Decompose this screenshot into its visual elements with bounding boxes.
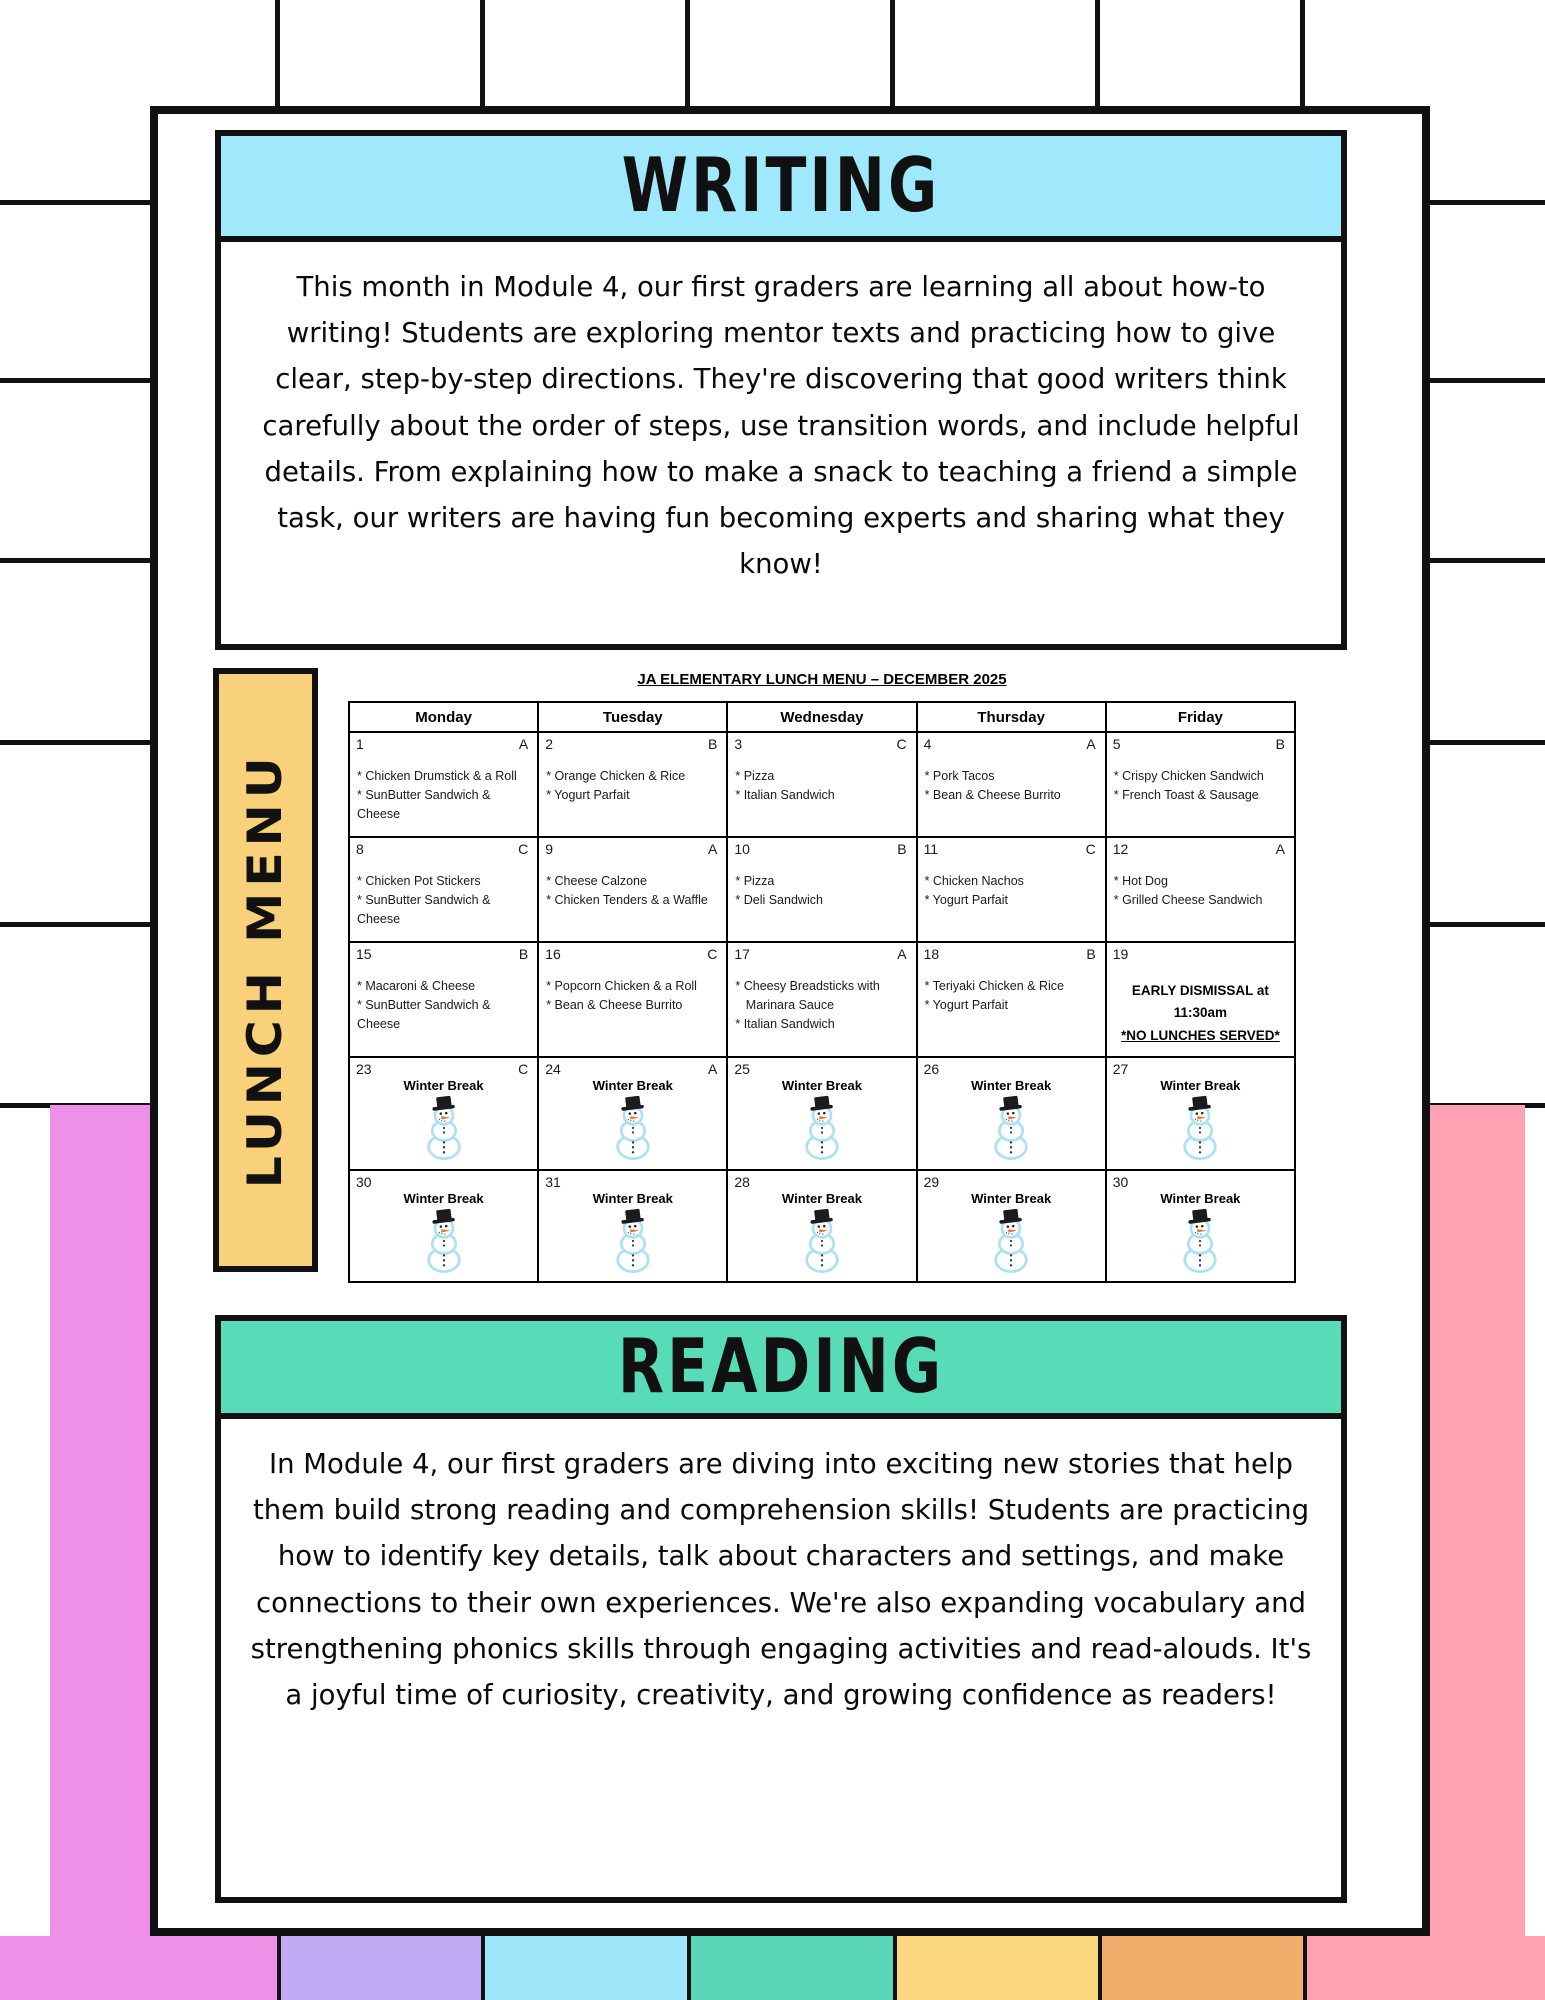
menu-item: * Orange Chicken & Rice: [546, 769, 686, 783]
menu-item: * Crispy Chicken Sandwich: [1113, 769, 1264, 783]
menu-item: Marinara Sauce: [735, 997, 835, 1012]
calendar-day-cell: [917, 1057, 1106, 1170]
winter-break-label: Winter Break: [971, 1191, 1052, 1206]
snowman-image: [984, 1095, 1038, 1161]
day-cell-header: [728, 838, 915, 857]
day-cell-header: [350, 1058, 537, 1077]
calendar-day-cell: [538, 837, 727, 942]
bottom-tile: [481, 1936, 687, 2000]
grid-line: [1428, 558, 1545, 563]
menu-items: [728, 752, 915, 805]
day-cell-header: [1107, 1171, 1294, 1190]
menu-items: [539, 752, 726, 805]
day-number: 2: [545, 736, 553, 752]
day-number: 29: [923, 1174, 940, 1190]
menu-rotation-letter: C: [518, 841, 529, 857]
calendar-header-wednesday: Wednesday: [727, 702, 916, 732]
calendar-day-cell: [727, 1057, 916, 1170]
calendar-week-row: [349, 942, 1295, 1057]
grid-line: [1428, 740, 1545, 745]
menu-item: * Chicken Tenders & a Waffle: [546, 892, 708, 907]
menu-items: [539, 962, 726, 1015]
day-cell-header: [728, 1058, 915, 1077]
calendar-day-cell: [727, 1170, 916, 1282]
day-number: 23: [356, 1061, 372, 1077]
grid-line: [480, 0, 485, 110]
calendar-week-row: [349, 732, 1295, 837]
day-number: 4: [923, 736, 932, 752]
day-cell-header: [350, 943, 537, 962]
calendar-day-cell: [538, 1057, 727, 1170]
menu-rotation-letter: B: [1086, 946, 1096, 962]
bottom-tile: [277, 1936, 481, 2000]
day-number: 5: [1112, 736, 1121, 752]
calendar-day-cell: [1106, 1170, 1295, 1282]
winter-break-label: Winter Break: [971, 1078, 1052, 1093]
early-dismissal-notice: [1107, 980, 1294, 1047]
menu-item: * Chicken Nachos: [924, 874, 1024, 888]
calendar-day-cell: [349, 1170, 538, 1282]
menu-items: [350, 857, 537, 928]
day-cell-header: [539, 943, 726, 962]
reading-paragraph: In Module 4, our first graders are diving into exciting new stories that help them build strong reading and comprehension skills! Students are practicing how to identify key details, talk about characters and settings, and make connections to their own experiences. We're also expanding vocabulary and strengthening phonics skills through engaging activities and read-alouds. It's a joyful time of curiosity, creativity, and growing confidence as readers!: [250, 1448, 1312, 1711]
day-number: 28: [734, 1174, 750, 1190]
grid-line: [0, 740, 150, 745]
bottom-tile: [893, 1936, 1098, 2000]
lunch-menu-label-text: LUNCH MENU: [237, 751, 294, 1189]
day-cell-header: [918, 733, 1105, 752]
day-cell-header: [918, 943, 1105, 962]
calendar-header-tuesday: Tuesday: [538, 702, 727, 732]
day-cell-header: [539, 1058, 726, 1077]
menu-item: * Yogurt Parfait: [924, 997, 1008, 1012]
grid-line: [0, 922, 150, 927]
snowman-image: [1173, 1095, 1227, 1161]
menu-item: * Pizza: [735, 874, 775, 888]
winter-break-label: Winter Break: [781, 1078, 862, 1093]
menu-item: * Cheesy Breadsticks with: [735, 979, 880, 993]
bottom-tile: [0, 1936, 277, 2000]
calendar-day-cell: [1106, 1057, 1295, 1170]
menu-item: * Hot Dog: [1113, 874, 1168, 888]
day-number: 9: [545, 841, 553, 857]
writing-section: [215, 130, 1347, 650]
snowman-image: [984, 1208, 1038, 1274]
calendar-day-cell: [917, 837, 1106, 942]
snowman-image: [417, 1208, 471, 1274]
day-number: 16: [545, 946, 561, 962]
right-accent-stripe: [1428, 1105, 1525, 2000]
menu-item: * Cheese Calzone: [546, 874, 647, 888]
menu-items: [918, 962, 1105, 1015]
menu-item: * Yogurt Parfait: [546, 787, 630, 802]
menu-rotation-letter: A: [708, 1061, 718, 1077]
winter-break-label: Winter Break: [1160, 1078, 1241, 1093]
day-cell-header: [1107, 1058, 1294, 1077]
menu-item: * Deli Sandwich: [735, 892, 823, 907]
menu-item: * Macaroni & Cheese: [357, 979, 476, 993]
winter-break-label: Winter Break: [592, 1191, 673, 1206]
menu-items: [350, 962, 537, 1033]
calendar-week-row: [349, 837, 1295, 942]
menu-item: * SunButter Sandwich & Cheese: [357, 892, 494, 926]
day-cell-header: [350, 838, 537, 857]
winter-break-label: Winter Break: [781, 1191, 862, 1206]
calendar-day-cell: [727, 837, 916, 942]
day-number: 24: [545, 1061, 561, 1077]
menu-rotation-letter: C: [518, 1061, 529, 1077]
day-cell-header: [918, 1171, 1105, 1190]
day-cell-header: [1107, 838, 1294, 857]
lunch-menu-side-label: [213, 668, 318, 1272]
menu-item: * Yogurt Parfait: [924, 892, 1008, 907]
bottom-tile: [1098, 1936, 1303, 2000]
day-number: 10: [734, 841, 750, 857]
winter-break-label: Winter Break: [403, 1191, 484, 1206]
menu-item: * Bean & Cheese Burrito: [924, 787, 1061, 802]
writing-paragraph: This month in Module 4, our first graders are learning all about how-to writing! Students are exploring mentor texts and practicing how to give clear, step-by-step directions. They're discovering that good writers think carefully about the order of steps, use transition words, and include helpful details. From explaining how to make a snack to teaching a friend a simple task, our writers are having fun becoming experts and sharing what they know!: [262, 271, 1300, 581]
grid-line: [1428, 922, 1545, 927]
calendar-header-monday: Monday: [349, 702, 538, 732]
calendar-day-cell: [1106, 732, 1295, 837]
calendar-day-cell: [1106, 837, 1295, 942]
menu-item: * Italian Sandwich: [735, 787, 835, 802]
day-cell-header: [539, 1171, 726, 1190]
day-cell-header: [539, 733, 726, 752]
grid-line: [1300, 0, 1305, 110]
menu-rotation-letter: A: [897, 946, 907, 962]
day-cell-header: [728, 943, 915, 962]
calendar-header-thursday: Thursday: [917, 702, 1106, 732]
day-number: 25: [734, 1061, 750, 1077]
calendar-week-row: [349, 1170, 1295, 1282]
menu-item: * French Toast & Sausage: [1113, 787, 1259, 802]
day-number: 11: [923, 841, 939, 857]
menu-rotation-letter: A: [708, 841, 718, 857]
day-cell-header: [350, 1171, 537, 1190]
snowman-image: [606, 1208, 660, 1274]
calendar-day-cell: [349, 1057, 538, 1170]
calendar-day-cell: [349, 732, 538, 837]
grid-line: [1095, 0, 1100, 110]
left-accent-stripe: [50, 1105, 150, 2000]
day-number: 12: [1112, 841, 1129, 857]
menu-rotation-letter: A: [1086, 736, 1096, 752]
calendar-title: JA ELEMENTARY LUNCH MENU – DECEMBER 2025: [637, 671, 1007, 688]
snowman-image: [795, 1208, 849, 1274]
menu-items: [539, 857, 726, 910]
menu-item: * Pizza: [735, 769, 775, 783]
day-number: 8: [356, 841, 364, 857]
notice-line: EARLY DISMISSAL at 11:30am: [1131, 983, 1269, 1021]
day-cell-header: [918, 838, 1105, 857]
calendar-day-cell: [349, 942, 538, 1057]
calendar-day-cell: [917, 1170, 1106, 1282]
menu-rotation-letter: B: [897, 841, 907, 857]
winter-break-label: Winter Break: [592, 1078, 673, 1093]
grid-line: [0, 378, 150, 383]
menu-rotation-letter: C: [1085, 841, 1096, 857]
calendar-day-cell: [538, 942, 727, 1057]
menu-rotation-letter: A: [518, 736, 529, 752]
day-number: 27: [1112, 1061, 1129, 1077]
calendar-day-cell: [727, 732, 916, 837]
snowman-image: [1173, 1208, 1227, 1274]
reading-title: READING: [617, 1323, 945, 1411]
bottom-tile: [687, 1936, 893, 2000]
menu-rotation-letter: B: [1275, 736, 1285, 752]
day-number: 15: [356, 946, 372, 962]
menu-rotation-letter: A: [1275, 841, 1285, 857]
menu-item: * Bean & Cheese Burrito: [546, 997, 683, 1012]
grid-line: [890, 0, 895, 110]
snowman-image: [795, 1095, 849, 1161]
menu-item: * Popcorn Chicken & a Roll: [546, 979, 697, 993]
bottom-tile: [1303, 1936, 1545, 2000]
grid-line: [1428, 200, 1545, 205]
grid-line: [685, 0, 690, 110]
day-number: 17: [734, 946, 750, 962]
menu-item: * Grilled Cheese Sandwich: [1113, 892, 1263, 907]
snowman-image: [606, 1095, 660, 1161]
day-number: 30: [1112, 1174, 1129, 1190]
menu-items: [350, 752, 537, 823]
notice-line: *NO LUNCHES SERVED*: [1120, 1027, 1280, 1043]
menu-item: * SunButter Sandwich & Cheese: [357, 787, 494, 821]
calendar-day-cell: [917, 732, 1106, 837]
menu-item: * Chicken Drumstick & a Roll: [357, 769, 517, 783]
day-cell-header: [539, 838, 726, 857]
day-number: 3: [734, 736, 743, 752]
grid-line: [1428, 378, 1545, 383]
winter-break-label: Winter Break: [403, 1078, 484, 1093]
menu-item: * SunButter Sandwich & Cheese: [357, 997, 494, 1031]
reading-section: [215, 1315, 1347, 1903]
grid-line: [275, 0, 280, 110]
day-number: 18: [923, 946, 940, 962]
winter-break-label: Winter Break: [1160, 1191, 1241, 1206]
day-cell-header: [1107, 943, 1294, 962]
snowman-image: [417, 1095, 471, 1161]
day-number: 30: [356, 1174, 372, 1190]
grid-line: [0, 200, 150, 205]
calendar-day-cell: [538, 1170, 727, 1282]
writing-section-header: [221, 136, 1341, 242]
calendar-day-cell: [538, 732, 727, 837]
day-cell-header: [728, 733, 915, 752]
day-cell-header: [1107, 733, 1294, 752]
menu-items: [728, 962, 915, 1033]
day-cell-header: [918, 1058, 1105, 1077]
menu-items: [728, 857, 915, 910]
menu-item: * Pork Tacos: [924, 769, 995, 783]
menu-rotation-letter: C: [896, 736, 907, 752]
menu-items: [1107, 752, 1294, 805]
day-number: 19: [1112, 946, 1129, 962]
menu-rotation-letter: B: [708, 736, 718, 752]
menu-rotation-letter: B: [518, 946, 529, 962]
menu-item: * Italian Sandwich: [735, 1016, 835, 1031]
calendar-header-row: [349, 702, 1295, 732]
menu-items: [918, 752, 1105, 805]
calendar-day-cell: [1106, 942, 1295, 1057]
reading-section-header: [221, 1321, 1341, 1419]
day-number: 26: [923, 1061, 940, 1077]
menu-items: [1107, 857, 1294, 910]
day-cell-header: [350, 733, 537, 752]
calendar-header-friday: Friday: [1106, 702, 1295, 732]
lunch-calendar: [348, 701, 1296, 1283]
grid-line: [0, 558, 150, 563]
menu-item: * Chicken Pot Stickers: [357, 874, 481, 888]
day-cell-header: [728, 1171, 915, 1190]
calendar-day-cell: [349, 837, 538, 942]
day-number: 1: [356, 736, 364, 752]
menu-items: [918, 857, 1105, 910]
menu-item: * Teriyaki Chicken & Rice: [924, 979, 1064, 993]
calendar-day-cell: [727, 942, 916, 1057]
menu-rotation-letter: C: [707, 946, 718, 962]
calendar-day-cell: [917, 942, 1106, 1057]
bottom-tile-row: [0, 1936, 1545, 2000]
day-number: 31: [545, 1174, 561, 1190]
writing-title: WRITING: [621, 142, 941, 230]
calendar-week-row: [349, 1057, 1295, 1170]
